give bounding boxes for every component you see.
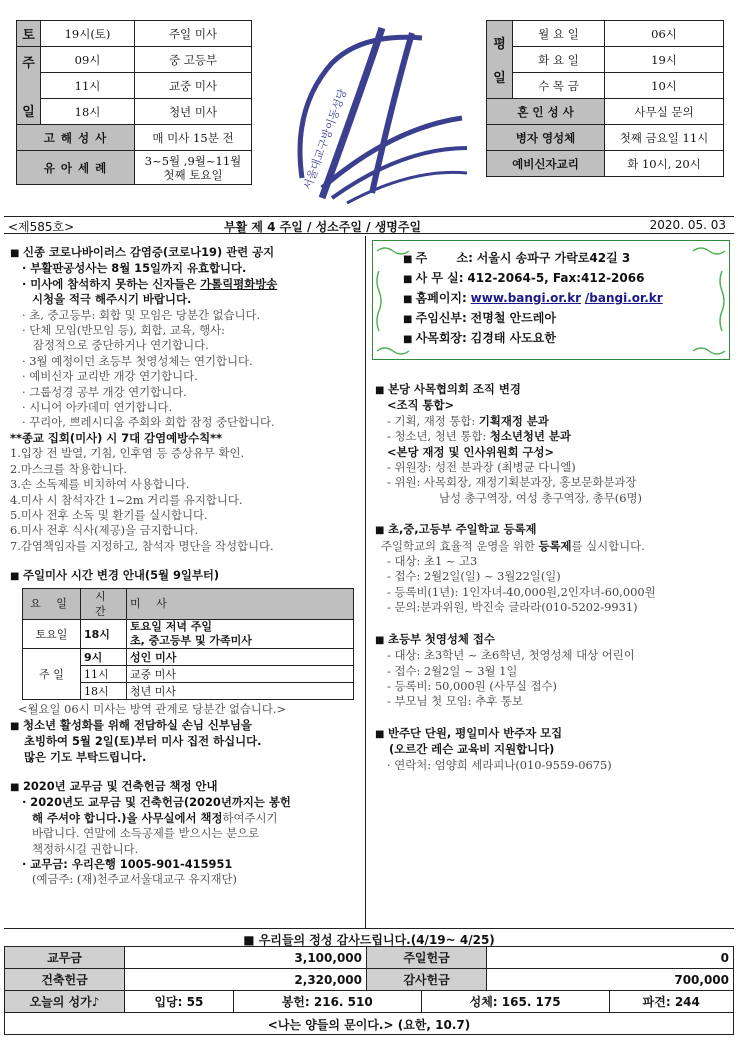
homepage-link[interactable]: www.bangi.or.kr [470,291,582,305]
sunday-schedule-table [16,20,252,185]
schedule-mass: 교중 미사 [135,73,252,99]
left-column [10,245,362,888]
sun-time: 9시 [81,649,127,666]
th-mass: 미 사 [127,588,354,620]
chair-label: 사목회장: [415,331,467,345]
hymn-label: 오늘의 성가♪ [5,991,125,1013]
hymn-communion: 성체: 165. 175 [421,991,609,1013]
offering-label: 주일헌금 [367,947,487,969]
cpbc-link[interactable]: 가톨릭평화방송 [200,276,278,291]
title-bar [4,216,734,234]
th-day: 요 일 [23,588,81,620]
sat-time: 18시 [81,620,127,649]
vocation-notice: ■ 청소년 활성화를 위해 전담하실 손님 신부님을 초빙하여 5월 2일(토)부터 미사 집전 하십니다. 많은 기도 부탁드립니다. [10,717,262,764]
organ-notice: ■ 반주단 단원, 평일미사 반주자 모집 (오르간 레슨 교육비 지원합니다) · 연락처: 엄양희 세라피나(010-9559-0675) [375,725,612,772]
issue-number: <제585호> [8,220,75,234]
sat-day: 토요일 [23,620,81,649]
weekday-label: 평 일 [487,21,513,99]
sun-time: 18시 [81,683,127,700]
weekday-day: 월 요 일 [513,21,605,47]
schedule-time: 18시 [41,99,135,125]
hymn-offertory: 봉헌: 216. 510 [233,991,421,1013]
confession-value: 매 미사 15분 전 [135,125,252,151]
sat-label: 토 [17,21,41,47]
offering-value: 3,100,000 [125,947,367,969]
sun-time: 11시 [81,666,127,683]
homepage-label: 홈페이지: [415,291,467,305]
mass-change-notice: ■ 주일미사 시간 변경 안내(5월 9일부터) 요 일 시 간 미 사 토요일 18시 토요일 저녁 주일 초, 중고등부 및 가족미사 주 일 9시 성인 미사 11시 교중 미사 18시 청년 미사 <월요일 06시 미사는 방역 관계로 당분간 없습니다.> [10,568,362,718]
communion-notice: ■ 초등부 첫영성체 접수 - 대상: 초3학년 ~ 초6학년, 첫영성체 대상 어린이 - 접수: 2월2일 ~ 3월 1일 - 등록비: 50,000원 (사무실 접수) - 부모님 첫 모임: 추후 통보 [375,631,635,709]
sat-mass: 토요일 저녁 주일 초, 중고등부 및 가족미사 [127,620,354,649]
covid-notice: ■ 신종 코로나바이러스 감염증(코로나19) 관련 공지 · 부활판공성사는 8월 15일까지 유효합니다. · 미사에 참석하지 못하는 신자들은 가톨릭평화방송 시청을 적극 해주시기 바랍니다. · 초, 중고등부: 회합 및 모임은 당분간 없습니다. · 단체 모임(반모임 등), 회합, 교육, 행사: 잠정적으로 중단하거나 연기합니다. · 3월 예정이던 초등부 첫영성체는 연기합니다. · 예비신자 교리반 개강 연기합니다. · 그룹성경 공부 개강 연기합니다. · 시니어 아카데미 연기합니다. · 꾸리아, 쁘레시디움 주회와 회합 잠정 중단합니다. **종교 집회(미사) 시 7대 감염예방수칙** 1.입장 전 발열, 기침, 인후염 등 증상유무 확인. 2.마스크를 착용합니다. 3.손 소독제를 비치하여 사용합니다. 4.미사 시 참석자간 1~2m 거리를 유지합니다. 5.미사 전후 소독 및 환기를 실시합니다. 6.미사 전후 식사(제공)을 금지합니다. 7.감염책임자를 지정하고, 참석자 명단을 작성합니다. [10,245,278,553]
issue-date: 2020. 05. 03 [649,218,726,232]
schedule-mass: 중 고등부 [135,47,252,73]
schedule-time: 19시(토) [41,21,135,47]
wedding-value: 사무실 문의 [605,99,724,125]
priest-label: 주임신부: [415,311,467,325]
hymn-entrance: 입당: 55 [125,991,234,1013]
schedule-mass: 주일 미사 [135,21,252,47]
baptism-label: 유 아 세 례 [17,151,135,185]
sun-day: 주 일 [23,649,81,700]
weekday-day: 화 요 일 [513,47,605,73]
logo-text: 서울대교구방이동성당 [301,87,350,192]
parish-info-box: ■ 주 소: 서울시 송파구 가락로42길 3 ■ 사 무 실: 412-2064-5, Fax:412-2066 ■ 홈페이지: www.bangi.or.kr /bangi.or.kr ■ 주임신부: 전명철 안드레아 ■ 사목회장: 김경태 사도요한 [372,240,730,360]
weekday-time: 10시 [605,73,724,99]
address-label: 주 소: [415,251,473,265]
council-notice: ■ 본당 사목협의회 조직 변경 <조직 통합> - 기획, 재정 통합: 기획재정 분과 - 청소년, 청년 통합: 청소년청년 분과 <본당 재정 및 인사위원회 구성> - 위원장: 성전 분과장 (최병균 다니엘) - 위원: 사목회장, 재정기획분과장, 홍보문화분과장 남성 총구역장, 여성 총구역장, 총무(6명) [375,382,642,505]
schedule-time: 11시 [41,73,135,99]
school-notice: ■ 초,중,고등부 주일학교 등록제 주일학교의 효율적 운영을 위한 등록제를 실시합니다. - 대상: 초1 ~ 고3 - 접수: 2월2일(일) ~ 3월22일(일) - 등록비(1년): 1인자녀-40,000원,2인자녀-60,000원 - 문의:분과위원, 박진숙 글라라(010-5202-9931) [375,522,656,615]
homepage-link-alt[interactable]: /bangi.or.kr [584,291,663,305]
bible-verse: <나는 양들의 문이다.> (요한, 10.7) [4,1013,734,1035]
address: 서울시 송파구 가락로42길 3 [476,251,631,265]
priest-name: 전명철 안드레아 [470,311,556,325]
sun-mass: 청년 미사 [127,683,354,700]
offering-label: 감사헌금 [367,969,487,991]
dues-notice: ■ 2020년 교무금 및 건축헌금 책정 안내 · 2020년도 교무금 및 건축헌금(2020년까지는 봉헌 해 주셔야 합니다.)을 사무실에서 책정하여주시기 바랍니다. 연말에 소득공제를 받으시는 분으로 책정하시길 권합니다. · 교무금: 우리은행 1005-901-415951 (예금주: (재)천주교서울대교구 유지재단) [10,778,291,887]
sunday-label: 주 일 [17,47,41,125]
offering-value: 0 [487,947,734,969]
column-divider [365,236,366,928]
thanks-heading: ■ 우리들의 정성 감사드립니다.(4/19~ 4/25) [4,928,734,946]
catechumen-label: 예비신자교리 [487,151,605,177]
hymn-recessional: 파견: 244 [609,991,733,1013]
sunday-title: 부활 제 4 주일 / 성소주일 / 생명주일 [224,220,422,234]
offering-label: 교무금 [5,947,125,969]
catechumen-value: 화 10시, 20시 [605,151,724,177]
weekday-schedule-table [486,20,724,177]
right-column [375,382,730,773]
sick-communion-label: 병자 영성체 [487,125,605,151]
weekday-time: 06시 [605,21,724,47]
office-phone: 412-2064-5, Fax:412-2066 [467,271,645,285]
offering-table [4,946,734,991]
weekday-time: 19시 [605,47,724,73]
offering-label: 건축헌금 [5,969,125,991]
th-time: 시 간 [81,588,127,620]
wedding-label: 혼 인 성 사 [487,99,605,125]
schedule-mass: 청년 미사 [135,99,252,125]
office-label: 사 무 실: [415,271,464,285]
confession-label: 고 해 성 사 [17,125,135,151]
sun-mass: 교중 미사 [127,666,354,683]
sick-communion-value: 첫째 금요일 11시 [605,125,724,151]
church-logo [262,8,472,208]
weekday-day: 수 목 금 [513,73,605,99]
hymn-table [4,990,734,1013]
chair-name: 김경태 사도요한 [470,331,556,345]
offering-value: 700,000 [487,969,734,991]
offering-value: 2,320,000 [125,969,367,991]
baptism-value: 3~5월 ,9월~11월 첫째 토요일 [135,151,252,185]
schedule-time: 09시 [41,47,135,73]
sun-mass: 성인 미사 [127,649,354,666]
mass-change-table [22,588,354,701]
